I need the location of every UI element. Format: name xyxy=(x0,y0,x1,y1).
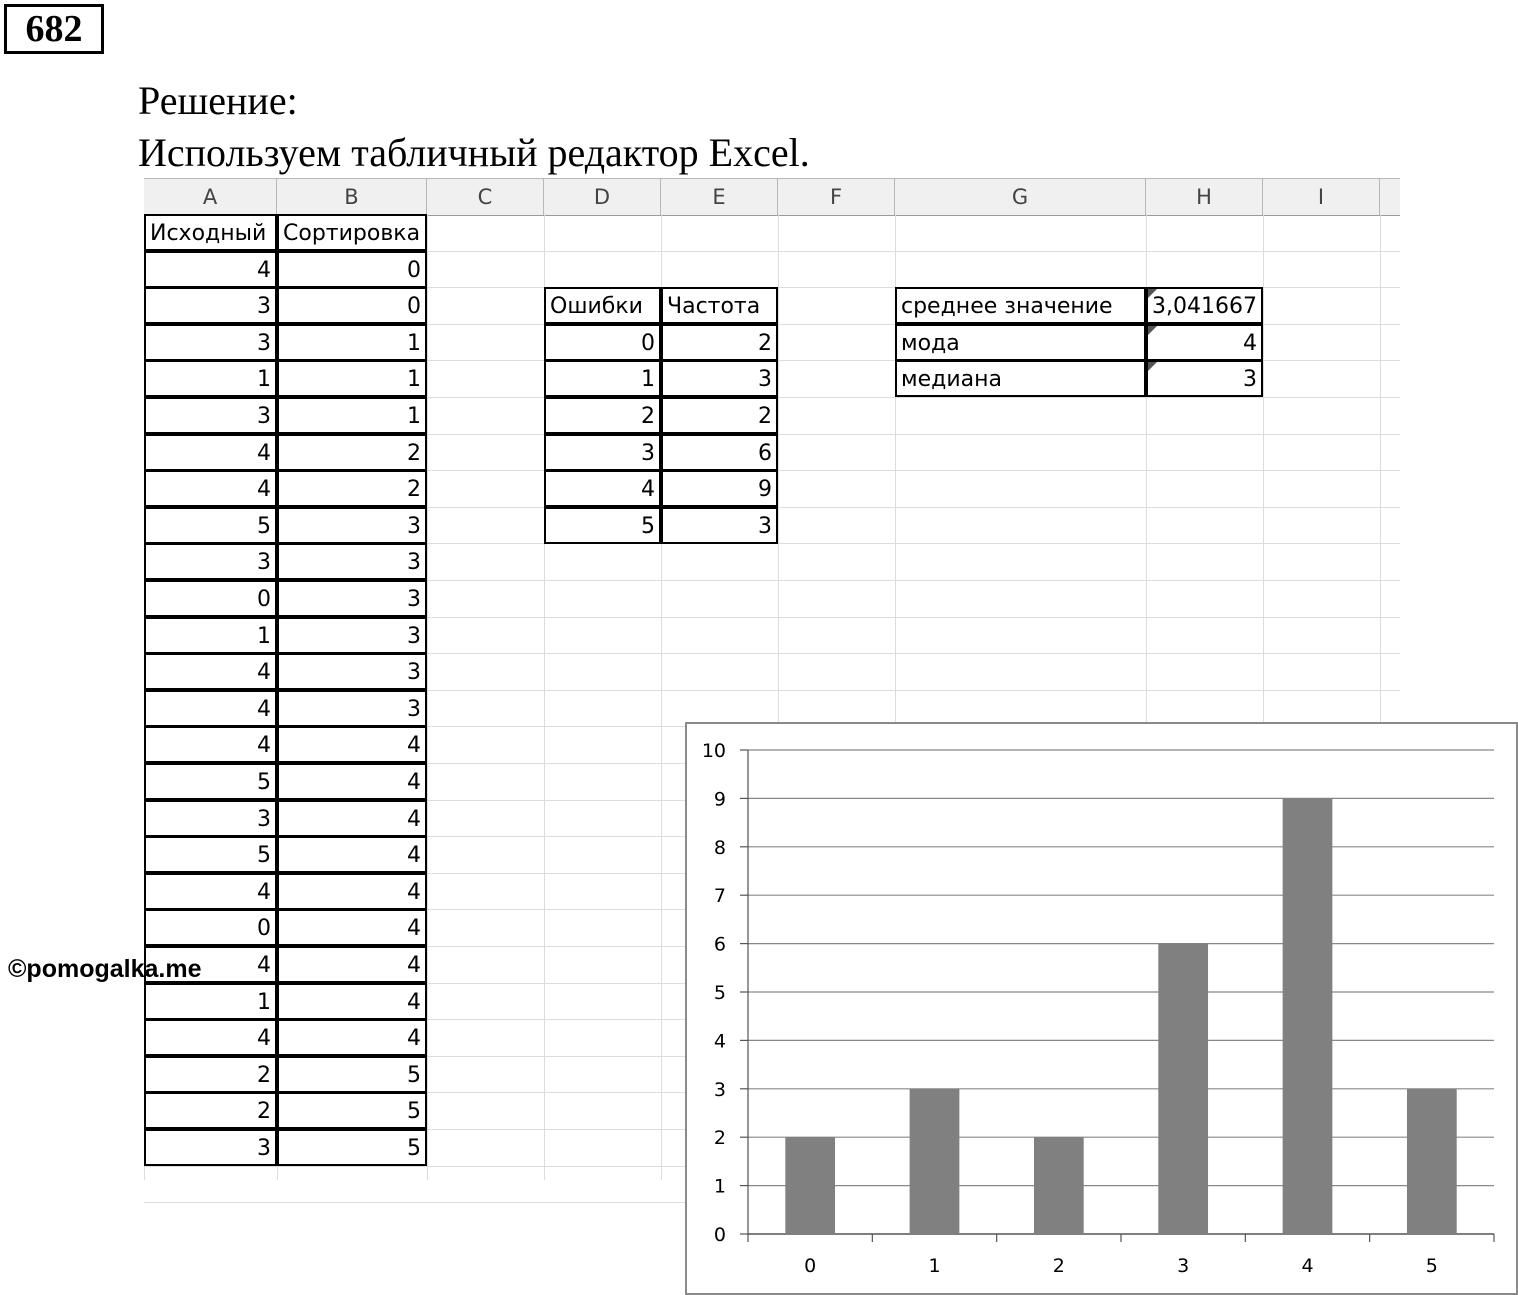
original-value-cell[interactable]: 3 xyxy=(144,397,277,434)
sorted-value-cell[interactable]: 3 xyxy=(277,507,427,544)
header-original[interactable]: Исходный xyxy=(144,214,277,251)
bar-0 xyxy=(785,1137,835,1234)
x-tick-label: 4 xyxy=(1301,1255,1314,1277)
solution-heading: Решение: xyxy=(138,78,298,123)
sorted-value-cell[interactable]: 4 xyxy=(277,1019,427,1056)
original-value-cell[interactable]: 4 xyxy=(144,434,277,471)
solution-subheading: Используем табличный редактор Excel. xyxy=(138,130,810,175)
original-value-cell[interactable]: 5 xyxy=(144,836,277,873)
stat-label-cell[interactable]: среднее значение xyxy=(895,287,1146,324)
y-tick-label: 3 xyxy=(713,1078,726,1101)
x-tick-label: 1 xyxy=(928,1255,941,1277)
stat-value-cell[interactable]: 3 xyxy=(1146,360,1263,397)
frequency-value-cell[interactable]: 2 xyxy=(661,397,778,434)
frequency-value-cell[interactable]: 3 xyxy=(661,507,778,544)
y-tick-label: 1 xyxy=(713,1175,726,1198)
frequency-chart[interactable] xyxy=(685,722,1518,1295)
sorted-value-cell[interactable]: 4 xyxy=(277,800,427,837)
sorted-value-cell[interactable]: 1 xyxy=(277,397,427,434)
sorted-value-cell[interactable]: 0 xyxy=(277,287,427,324)
original-value-cell[interactable]: 4 xyxy=(144,690,277,727)
original-value-cell[interactable]: 3 xyxy=(144,287,277,324)
x-tick-label: 3 xyxy=(1177,1255,1190,1277)
stat-label-cell[interactable]: медиана xyxy=(895,360,1146,397)
sorted-value-cell[interactable]: 3 xyxy=(277,543,427,580)
sorted-value-cell[interactable]: 3 xyxy=(277,580,427,617)
chart-svg xyxy=(687,724,1516,1293)
bar-2 xyxy=(1034,1137,1084,1234)
column-header-d[interactable]: D xyxy=(544,179,661,215)
header-frequency[interactable]: Частота xyxy=(661,287,778,324)
errors-value-cell[interactable]: 0 xyxy=(544,324,661,361)
x-tick-label: 2 xyxy=(1052,1255,1065,1277)
original-value-cell[interactable]: 4 xyxy=(144,726,277,763)
y-tick-label: 8 xyxy=(713,836,726,859)
frequency-value-cell[interactable]: 2 xyxy=(661,324,778,361)
sorted-value-cell[interactable]: 4 xyxy=(277,909,427,946)
y-tick-label: 10 xyxy=(701,740,726,762)
original-value-cell[interactable]: 2 xyxy=(144,1056,277,1093)
sorted-value-cell[interactable]: 3 xyxy=(277,690,427,727)
sorted-value-cell[interactable]: 4 xyxy=(277,946,427,983)
sorted-value-cell[interactable]: 4 xyxy=(277,983,427,1020)
y-tick-label: 0 xyxy=(713,1224,726,1246)
errors-value-cell[interactable]: 5 xyxy=(544,507,661,544)
sorted-value-cell[interactable]: 3 xyxy=(277,653,427,690)
stat-label-cell[interactable]: мода xyxy=(895,324,1146,361)
x-tick-label: 5 xyxy=(1425,1255,1438,1277)
original-value-cell[interactable]: 5 xyxy=(144,507,277,544)
bar-1 xyxy=(910,1089,960,1234)
y-tick-label: 9 xyxy=(713,788,726,811)
errors-value-cell[interactable]: 3 xyxy=(544,434,661,471)
original-value-cell[interactable]: 3 xyxy=(144,1129,277,1166)
original-value-cell[interactable]: 0 xyxy=(144,909,277,946)
header-errors[interactable]: Ошибки xyxy=(544,287,661,324)
y-tick-label: 7 xyxy=(713,885,726,908)
watermark: ©pomogalka.me xyxy=(8,955,202,983)
problem-number: 682 xyxy=(4,4,104,54)
sorted-value-cell[interactable]: 4 xyxy=(277,763,427,800)
stat-value-cell[interactable]: 4 xyxy=(1146,324,1263,361)
original-value-cell[interactable]: 4 xyxy=(144,1019,277,1056)
sorted-value-cell[interactable]: 2 xyxy=(277,470,427,507)
original-value-cell[interactable]: 4 xyxy=(144,470,277,507)
column-header-a[interactable]: A xyxy=(144,179,277,215)
original-value-cell[interactable]: 0 xyxy=(144,580,277,617)
original-value-cell[interactable]: 3 xyxy=(144,543,277,580)
original-value-cell[interactable]: 4 xyxy=(144,873,277,910)
sorted-value-cell[interactable]: 1 xyxy=(277,324,427,361)
header-sorted[interactable]: Сортировка xyxy=(277,214,427,251)
column-header-h[interactable]: H xyxy=(1146,179,1263,215)
original-value-cell[interactable]: 3 xyxy=(144,324,277,361)
bar-3 xyxy=(1158,944,1208,1234)
column-header-i[interactable]: I xyxy=(1263,179,1380,215)
frequency-value-cell[interactable]: 6 xyxy=(661,434,778,471)
sorted-value-cell[interactable]: 3 xyxy=(277,617,427,654)
bar-5 xyxy=(1407,1089,1457,1234)
stat-value-cell[interactable]: 3,041667 xyxy=(1146,287,1263,324)
original-value-cell[interactable]: 1 xyxy=(144,983,277,1020)
original-value-cell[interactable]: 2 xyxy=(144,1092,277,1129)
frequency-value-cell[interactable]: 3 xyxy=(661,360,778,397)
column-header-c[interactable]: C xyxy=(427,179,544,215)
original-value-cell[interactable]: 5 xyxy=(144,763,277,800)
sorted-value-cell[interactable]: 1 xyxy=(277,360,427,397)
original-value-cell[interactable]: 4 xyxy=(144,251,277,288)
original-value-cell[interactable]: 4 xyxy=(144,653,277,690)
original-value-cell[interactable]: 3 xyxy=(144,800,277,837)
formula-indicator-icon xyxy=(1148,362,1157,371)
bar-4 xyxy=(1283,798,1333,1234)
sorted-value-cell[interactable]: 4 xyxy=(277,873,427,910)
sorted-value-cell[interactable]: 4 xyxy=(277,726,427,763)
column-header-b[interactable]: B xyxy=(277,179,427,215)
original-value-cell[interactable]: 1 xyxy=(144,360,277,397)
y-tick-label: 6 xyxy=(713,933,726,956)
sorted-value-cell[interactable]: 4 xyxy=(277,836,427,873)
formula-indicator-icon xyxy=(1148,326,1157,335)
column-header-e[interactable]: E xyxy=(661,179,778,215)
errors-value-cell[interactable]: 2 xyxy=(544,397,661,434)
x-tick-label: 0 xyxy=(804,1255,817,1277)
original-value-cell[interactable]: 4 xyxy=(144,946,277,983)
y-tick-label: 2 xyxy=(713,1127,726,1150)
column-header-g[interactable]: G xyxy=(895,179,1146,215)
sorted-value-cell[interactable]: 5 xyxy=(277,1092,427,1129)
formula-indicator-icon xyxy=(1148,289,1157,298)
column-headers xyxy=(144,178,1400,216)
y-tick-label: 4 xyxy=(713,1030,726,1053)
y-tick-label: 5 xyxy=(713,982,726,1004)
sorted-value-cell[interactable]: 2 xyxy=(277,434,427,471)
column-header-f[interactable]: F xyxy=(778,179,895,215)
spreadsheet[interactable] xyxy=(144,178,1438,1277)
frequency-value-cell[interactable]: 9 xyxy=(661,470,778,507)
original-value-cell[interactable]: 1 xyxy=(144,617,277,654)
sorted-value-cell[interactable]: 5 xyxy=(277,1056,427,1093)
sorted-value-cell[interactable]: 0 xyxy=(277,251,427,288)
errors-value-cell[interactable]: 4 xyxy=(544,470,661,507)
sorted-value-cell[interactable]: 5 xyxy=(277,1129,427,1166)
grid-line-vertical xyxy=(427,214,428,1180)
errors-value-cell[interactable]: 1 xyxy=(544,360,661,397)
